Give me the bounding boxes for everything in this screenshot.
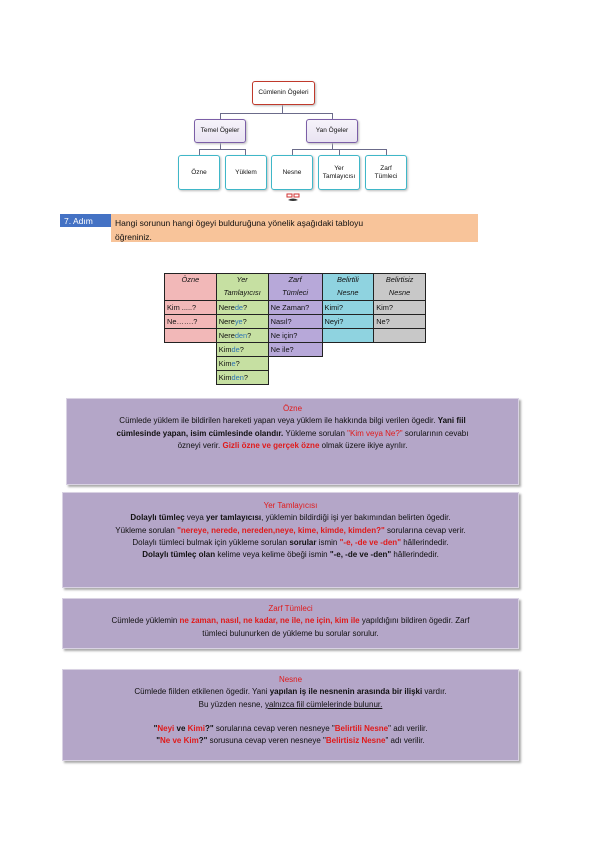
table-cell: Ne? [374,315,426,329]
diagram-zarf-tumleci-node [365,155,407,190]
diagram-ozne-node [178,155,220,190]
ozne-box-line-2: cümlesinde yapan, isim cümlesinde olandır. Yükleme sorulan "Kim veya Ne?" sorularının cevabı [116,428,469,438]
table-cell: Kimde? [216,343,268,357]
nesne-box-line-4: "Ne ve Kim?" sorusuna cevap veren nesneye "Belirtisiz Nesne" adı verilir. [156,736,425,746]
table-row [165,343,426,357]
diagram-yan-label: Yan Ögeler [315,127,349,134]
header-belirtisiz-nesne: Belirtisiz Nesne [374,274,426,301]
diagram-yuklem-label: Yüklem [235,168,257,176]
diagram-yuklem-node [225,155,267,190]
table-cell: Neyi? [322,315,374,329]
nesne-box-line-2: Bu yüzden nesne, yalnızca fiil cümlelerinde bulunur. [198,699,383,709]
table-cell: Ne için? [268,329,322,343]
diagram-nesne-node [271,155,313,190]
header-yer-tamlayicisi: Yer Tamlayıcısı [216,274,268,301]
nesne-box-line-1: Cümlede fiilden etkilenen ögedir. Yani yapılan iş ile nesnenin arasında bir ilişki vardır. [134,687,447,697]
step-number-label: 7. Adım [64,215,93,226]
table-cell: Kim? [374,301,426,315]
table-row [165,371,426,385]
table-row [165,357,426,371]
table-cell [165,329,217,343]
nesne-info-box [62,669,519,761]
ozne-box-line-3: özneyi verir. Gizli özne ve gerçek özne olmak üzere ikiye ayrılır. [177,440,408,450]
table-cell: Kime? [216,357,268,371]
ozne-box-title: Özne [282,404,303,413]
question-table [164,273,426,385]
table-cell: Ne…….? [165,315,217,329]
step-line-1: Hangi sorunun hangi ögeyi bulduruğuna yönelik aşağıdaki tabloyu [115,218,364,228]
table-cell: Nereye? [216,315,268,329]
table-cell: Nasıl? [268,315,322,329]
table-cell: Ne ile? [268,343,322,357]
header-belirtili-nesne: Belirtili Nesne [322,274,374,301]
zarf-box-line-1: Cümlede yüklemin ne zaman, nasıl, ne kadar, ne ile, ne için, kim ile yapıldığını bildiren ögedir. Zarf [111,616,470,626]
glasses-icon [286,193,300,203]
diagram-yan-ogeler-node [306,119,358,143]
yer-box-line-1: Dolaylı tümleç veya yer tamlayıcısı, yüklemin bildirdiği işi yer bakımından belirten ögedir. [130,513,451,523]
yer-box-line-4: Dolaylı tümleç olan kelime veya kelime öbeği ismin "-e, -de ve -den" hâllerindedir. [142,550,439,560]
zarf-tumleci-info-box [62,598,519,649]
zarf-box-line-2: tümleci bulunurken de yükleme bu sorular sorulur. [202,628,379,638]
diagram-yer-label: Yer Tamlayıcısı [322,164,356,180]
diagram-root-node [252,81,315,105]
step-instruction [111,214,478,242]
ozne-box-line-1: Cümlede yüklem ile bildirilen hareketi yapan veya yüklem ile hakkında bilgi verilen ögedir. Yani fiil [119,416,466,426]
step-number [60,214,111,227]
yer-tamlayicisi-info-box [62,492,519,588]
diagram-ozne-label: Özne [191,168,207,176]
diagram-root-label: Cümlenin Ögeleri [258,89,309,96]
table-row [165,329,426,343]
nesne-box-title: Nesne [278,675,303,684]
table-cell: Kimden? [216,371,268,385]
yer-box-line-2: Yükleme sorulan "nereye, nerede, nereden,neye, kime, kimde, kimden?" sorularına cevap verir. [115,525,466,535]
table-cell: Nerede? [216,301,268,315]
table-cell: Kim .....? [165,301,217,315]
header-zarf-tumleci: Zarf Tümleci [268,274,322,301]
diagram-temel-ogeler-node [194,119,246,143]
table-cell: Nereden? [216,329,268,343]
diagram-nesne-label: Nesne [282,168,302,176]
table-cell: Kimi? [322,301,374,315]
header-ozne: Özne [165,274,217,301]
nesne-box-line-3: "Neyi ve Kimi?" sorularına cevap veren nesneye "Belirtili Nesne" adı verilir. [153,723,428,733]
diagram-yer-tamlayicisi-node [318,155,360,190]
diagram-temel-label: Temel Ögeler [200,127,240,134]
table-cell: Ne Zaman? [268,301,322,315]
ozne-info-box [66,398,519,485]
table-row [165,301,426,315]
zarf-box-title: Zarf Tümleci [268,604,313,613]
table-cell [374,329,426,343]
table-cell [322,329,374,343]
table-row [165,315,426,329]
yer-box-title: Yer Tamlayıcısı [263,501,318,510]
step-line-2: öğreniniz. [115,232,152,242]
yer-box-line-3: Dolaylı tümleci bulmak için yükleme sorulan sorular ismin "-e, -de ve -den" hâllerindedir. [132,537,449,547]
diagram-zarf-label: Zarf Tümleci [374,164,398,180]
